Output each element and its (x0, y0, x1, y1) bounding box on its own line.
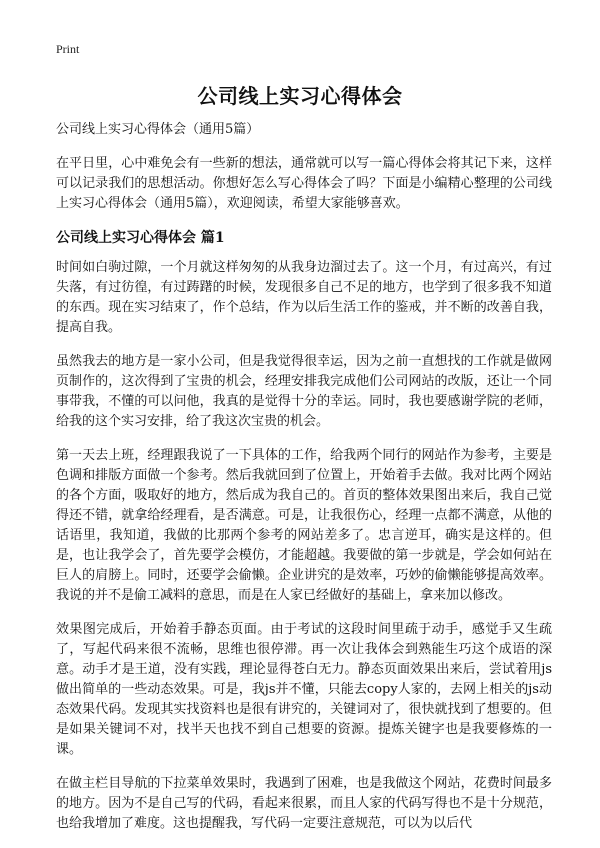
body-paragraph-4: 效果图完成后，开始着手静态页面。由于考试的这段时间里疏于动手，感觉手又生疏了，写起代码来很不流畅，思维也很停滞。再一次让我体会到熟能生巧这个成语的深意。动手才是王道，没有实践，理论显得苍白无力。静态页面效果出来后，尝试着用js做出简单的一些动态效果。可是，我js并不懂，只能去copy人家的，去网上相关的js动态效果代码。发现其实找资料也是很有讲究的，关键词对了，很快就找到了想要的。但是如果关键词不对，找半天也找不到自己想要的资源。提炼关键字也是我要修炼的一课。 (56, 622, 552, 757)
section-heading: 公司线上实习心得体会 篇1 (56, 230, 225, 246)
document-subtitle: 公司线上实习心得体会（通用5篇） (56, 122, 260, 137)
body-paragraph-1: 时间如白驹过隙，一个月就这样匆匆的从我身边溜过去了。这一个月，有过高兴，有过失落，有过彷徨，有过踌躇的时候，发现很多自己不足的地方，也学到了很多我不知道的东西。现在实习结束了，作个总结，作为以后生活工作的鉴戒，并不断的改善自我，提高自我。 (56, 260, 552, 335)
page-title: 公司线上实习心得体会 (197, 84, 403, 108)
body-paragraph-5: 在做主栏目导航的下拉菜单效果时，我遇到了困难，也是我做这个网站，花费时间最多的地方。因为不是自己写的代码，看起来很累，而且人家的代码写得也不是十分规范，也给我增加了难度。这也提醒我，写代码一定要注意规范，可以为以后代 (56, 776, 552, 831)
intro-paragraph: 在平日里，心中难免会有一些新的想法，通常就可以写一篇心得体会将其记下来，这样可以记录我们的思想活动。你想好怎么写心得体会了吗？下面是小编精心整理的公司线上实习心得体会（通用5篇），欢迎阅读，希望大家能够喜欢。 (56, 156, 552, 211)
document-body (56, 120, 552, 848)
body-paragraph-2: 虽然我去的地方是一家小公司，但是我觉得很幸运，因为之前一直想找的工作就是做网页制作的，这次得到了宝贵的机会，经理安排我完成他们公司网站的改版，还让一个同事带我，不懂的可以问他，我真的是觉得十分的幸运。同时，我也要感谢学院的老师，给我的这个实习安排，给了我这次宝贵的机会。 (56, 354, 552, 429)
body-paragraph-3: 第一天去上班，经理跟我说了一下具体的工作，给我两个同行的网站作为参考，主要是色调和排版方面做一个参考。然后我就回到了位置上，开始着手去做。我对比两个网站的各个方面，吸取好的地方，然后成为我自己的。首页的整体效果图出来后，我自己觉得还不错，就拿给经理看，是否满意。可是，让我很伤心，经理一点都不满意，从他的话语里，我知道，我做的比那两个参考的网站差多了。忠言逆耳，确实是这样的。但是，也让我学会了，首先要学会模仿，才能超越。我要做的第一步就是，学会如何站在巨人的肩膀上。同时，还要学会偷懒。企业讲究的是效率，巧妙的偷懒能够提高效率。我说的并不是偷工减料的意思，而是在人家已经做好的基础上，拿来加以修改。 (56, 448, 552, 603)
print-link[interactable]: Print (56, 42, 80, 56)
